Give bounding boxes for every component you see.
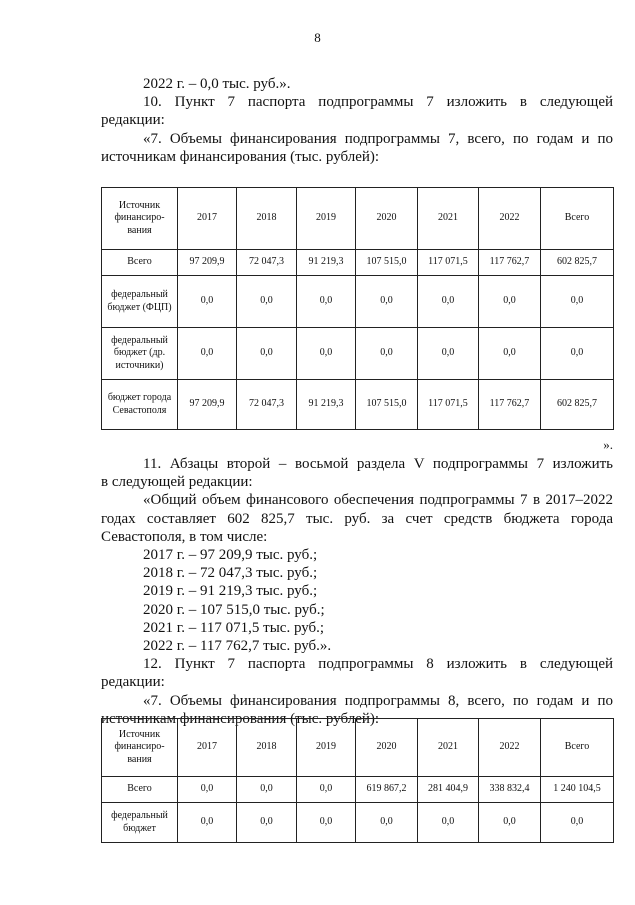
table-cell: 91 219,3 (297, 380, 356, 430)
text-line: «Общий объем финансового обеспечения подпрограммы 7 в 2017–2022 (143, 492, 613, 509)
header-cell: 2018 (237, 719, 297, 777)
table-cell: 602 825,7 (541, 380, 614, 430)
table-cell: 0,0 (356, 328, 418, 380)
table-cell: 97 209,9 (178, 380, 237, 430)
table-cell: 0,0 (479, 328, 541, 380)
table-cell: 0,0 (356, 276, 418, 328)
table-cell: 0,0 (178, 276, 237, 328)
table-cell: 281 404,9 (418, 777, 479, 803)
text-line: 2022 г. – 0,0 тыс. руб.». (143, 76, 291, 92)
text-line: источникам финансирования (тыс. рублей): (101, 148, 380, 165)
table-cell: 117 762,7 (479, 380, 541, 430)
header-cell: 2019 (297, 188, 356, 250)
row-label: федеральный бюджет (102, 803, 178, 843)
header-cell: 2021 (418, 719, 479, 777)
table-cell: 0,0 (237, 276, 297, 328)
header-cell: Источник финансиро-вания (102, 719, 178, 777)
table-cell: 602 825,7 (541, 250, 614, 276)
table-row (102, 803, 614, 843)
text-line: источникам финансирования (тыс. рублей): (101, 710, 380, 727)
text-line: редакции: (101, 674, 165, 691)
table-cell: 97 209,9 (178, 250, 237, 276)
table-header-row (102, 719, 614, 777)
page-number: 8 (314, 30, 321, 45)
table-cell: 0,0 (237, 328, 297, 380)
table-cell: 117 071,5 (418, 380, 479, 430)
table-cell: 619 867,2 (356, 777, 418, 803)
table-cell: 0,0 (541, 803, 614, 843)
table-header-row (102, 188, 614, 250)
text-line: «7. Объемы финансирования подпрограммы 8, всего, по годам и по (143, 692, 613, 709)
text-line: редакции: (101, 112, 165, 129)
table-cell: 0,0 (297, 328, 356, 380)
table-row (102, 380, 614, 430)
text-line: годах составляет 602 825,7 тыс. руб. за счет средств бюджета города (101, 510, 613, 527)
row-label: федеральный бюджет (ФЦП) (102, 276, 178, 328)
table-cell: 1 240 104,5 (541, 777, 614, 803)
header-cell: 2017 (178, 719, 237, 777)
table-cell: 338 832,4 (479, 777, 541, 803)
header-cell: 2022 (479, 719, 541, 777)
table-cell: 0,0 (479, 803, 541, 843)
table-row (102, 250, 614, 276)
text-line: 2021 г. – 117 071,5 тыс. руб.; (143, 619, 325, 636)
text-line: 10. Пункт 7 паспорта подпрограммы 7 изложить в следующей (143, 94, 613, 111)
table-cell: 0,0 (297, 276, 356, 328)
table-cell: 0,0 (297, 803, 356, 843)
table-cell: 0,0 (237, 803, 297, 843)
table-cell: 0,0 (178, 803, 237, 843)
table-cell: 117 762,7 (479, 250, 541, 276)
row-label: Всего (102, 250, 178, 276)
text-line: 2017 г. – 97 209,9 тыс. руб.; (143, 547, 318, 564)
header-cell: 2019 (297, 719, 356, 777)
table-cell: 72 047,3 (237, 380, 297, 430)
row-label: бюджет города Севастополя (102, 380, 178, 430)
text-line: 12. Пункт 7 паспорта подпрограммы 8 изложить в следующей (143, 656, 613, 673)
header-cell: 2020 (356, 188, 418, 250)
table-cell: 0,0 (418, 276, 479, 328)
table-cell: 0,0 (418, 803, 479, 843)
closing-quote: ». (603, 437, 613, 452)
table-cell: 0,0 (297, 777, 356, 803)
text-line: 2020 г. – 107 515,0 тыс. руб.; (143, 601, 325, 618)
text-line: 2018 г. – 72 047,3 тыс. руб.; (143, 565, 318, 582)
header-cell: Всего (541, 719, 614, 777)
table-cell: 0,0 (356, 803, 418, 843)
table-cell: 107 515,0 (356, 380, 418, 430)
text-block-1 (101, 75, 613, 166)
table-cell: 72 047,3 (237, 250, 297, 276)
text-block-2 (101, 455, 613, 728)
table-cell: 91 219,3 (297, 250, 356, 276)
text-line: «7. Объемы финансирования подпрограммы 7, всего, по годам и по (143, 130, 613, 147)
text-line: 11. Абзацы второй – восьмой раздела V подпрограммы 7 изложить (143, 456, 613, 472)
row-label: Всего (102, 777, 178, 803)
table-cell: 0,0 (541, 328, 614, 380)
financing-table-subprogram-8 (101, 718, 614, 843)
table-cell: 0,0 (479, 276, 541, 328)
financing-table-subprogram-7 (101, 187, 614, 430)
header-cell: 2020 (356, 719, 418, 777)
table-cell: 0,0 (178, 777, 237, 803)
header-cell: 2017 (178, 188, 237, 250)
text-line: 2022 г. – 117 762,7 тыс. руб.». (143, 638, 332, 655)
table-row (102, 777, 614, 803)
header-cell: Источник финансиро-вания (102, 188, 178, 250)
header-cell: 2021 (418, 188, 479, 250)
table-cell: 117 071,5 (418, 250, 479, 276)
header-cell: Всего (541, 188, 614, 250)
table-cell: 107 515,0 (356, 250, 418, 276)
table-row (102, 276, 614, 328)
text-line: в следующей редакции: (101, 474, 253, 491)
header-cell: 2022 (479, 188, 541, 250)
text-line: 2019 г. – 91 219,3 тыс. руб.; (143, 583, 318, 600)
table-cell: 0,0 (178, 328, 237, 380)
table-cell: 0,0 (418, 328, 479, 380)
table-row (102, 328, 614, 380)
table-cell: 0,0 (541, 276, 614, 328)
text-line: Севастополя, в том числе: (101, 528, 268, 545)
row-label: федеральный бюджет (др. источники) (102, 328, 178, 380)
table-cell: 0,0 (237, 777, 297, 803)
header-cell: 2018 (237, 188, 297, 250)
